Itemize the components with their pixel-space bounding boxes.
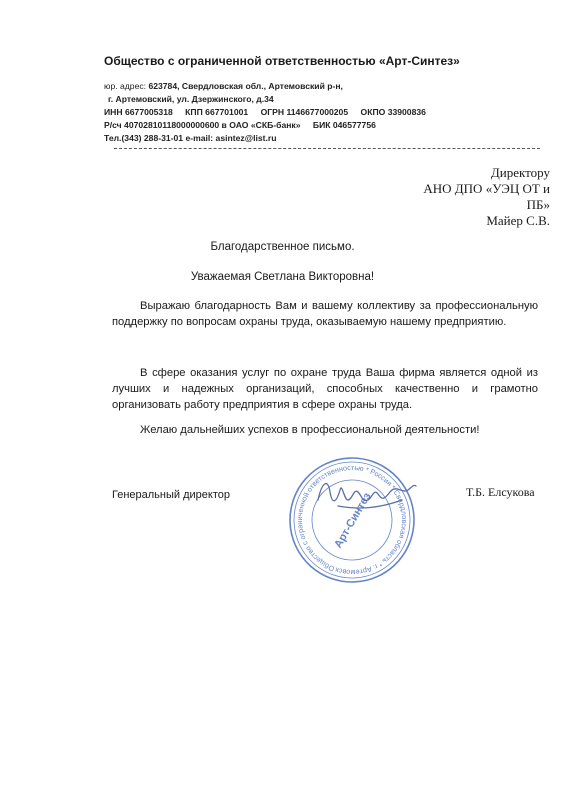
address-line-1 xyxy=(104,81,343,91)
paragraph-2: В сфере оказания услуг по охране труда Ваша фирма является одной из лучших и надежных организаций, способных качественно и грамотно организовать работу предприятия в сфере охраны труда. xyxy=(112,367,538,411)
recipient-line-4: Майер С.В. xyxy=(486,213,550,228)
email: e-mail: asintez@list.ru xyxy=(185,133,277,143)
recipient-line-3: ПБ» xyxy=(526,197,550,212)
salutation: Уважаемая Светлана Викторовна! xyxy=(190,271,375,283)
handwritten-signature xyxy=(310,470,420,520)
tax-ids-line xyxy=(104,107,426,117)
signer-title: Генеральный директор xyxy=(112,489,230,501)
phone: Тел.(343) 288-31-01 xyxy=(104,133,184,143)
bank-account: Р/сч 40702810118000000600 в ОАО «СКБ-банк» xyxy=(104,120,301,130)
address-line-2: г. Артемовский, ул. Дзержинского, д.34 xyxy=(108,94,274,104)
kpp: КПП 667701001 xyxy=(185,107,249,117)
header-divider xyxy=(114,148,540,149)
okpo: ОКПО 33900836 xyxy=(360,107,426,117)
paragraph-3: Желаю дальнейших успехов в профессиональной деятельности! xyxy=(140,424,480,436)
inn: ИНН 6677005318 xyxy=(104,107,173,117)
bik: БИК 046577756 xyxy=(312,120,376,130)
address-text-1: 623784, Свердловская обл., Артемовский р-н, xyxy=(148,81,343,91)
address-label: юр. адрес: xyxy=(104,81,147,91)
contacts-line xyxy=(104,133,276,143)
stamp-center-text: Арт-Синтез xyxy=(332,490,374,551)
recipient-line-2: АНО ДПО «УЭЦ ОТ и xyxy=(423,181,550,196)
recipient-line-1: Директору xyxy=(490,165,550,180)
organization-name: Общество с ограниченной ответственностью «Арт-Синтез» xyxy=(104,54,460,68)
ogrn: ОГРН 1146677000205 xyxy=(260,107,349,117)
paragraph-1: Выражаю благодарность Вам и вашему коллективу за профессиональную поддержку по вопросам охраны труда, оказываемую нашему предприятию. xyxy=(112,300,538,328)
signer-name: Т.Б. Елсукова xyxy=(466,485,535,499)
stamp-ring-text: Общество с ограниченной ответственностью * Россия * Свердловская область * г. Артемовский xyxy=(294,462,410,578)
recipient-block xyxy=(370,165,550,229)
letter-heading: Благодарственное письмо. xyxy=(210,241,355,253)
bank-line xyxy=(104,120,376,130)
